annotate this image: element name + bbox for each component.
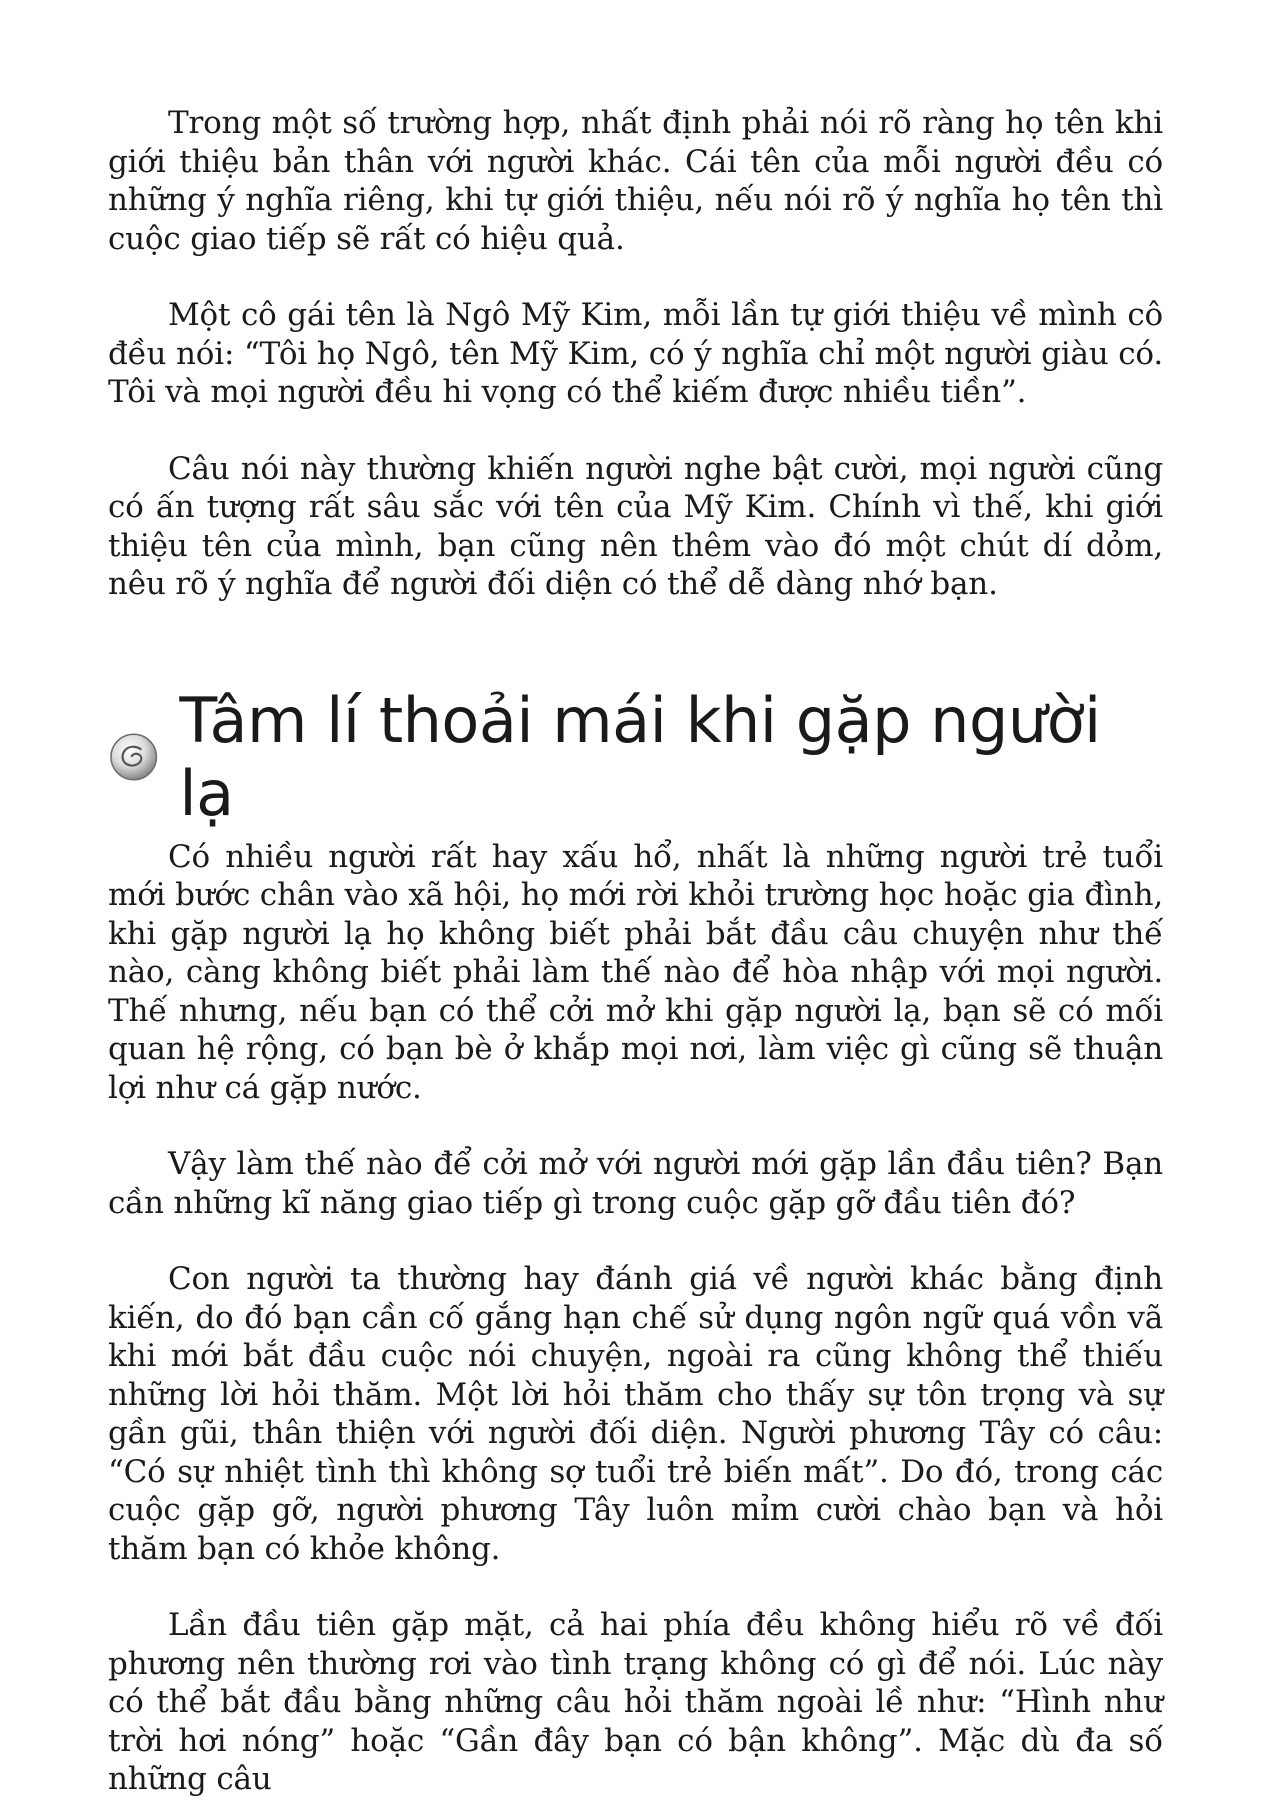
spiral-bullet-icon <box>108 731 159 783</box>
paragraph-intro-1: Trong một số trường hợp, nhất định phải nói rõ ràng họ tên khi giới thiệu bản thân với người khác. Cái tên của mỗi người đều có những ý nghĩa riêng, khi tự giới thiệu, nếu nói rõ ý nghĩa họ tên thì cuộc giao tiếp sẽ rất có hiệu quả. <box>108 105 1163 257</box>
paragraph-section-1: Có nhiều người rất hay xấu hổ, nhất là những người trẻ tuổi mới bước chân vào xã hội, họ mới rời khỏi trường học hoặc gia đình, khi gặp người lạ họ không biết phải bắt đầu câu chuyện như thế nào, càng không biết phải làm thế nào để hòa nhập với mọi người. Thế nhưng, nếu bạn có thể cởi mở khi gặp người lạ, bạn sẽ có mối quan hệ rộng, có bạn bè ở khắp mọi nơi, làm việc gì cũng sẽ thuận lợi như cá gặp nước. <box>108 838 1163 1106</box>
paragraph-intro-3: Câu nói này thường khiến người nghe bật cười, mọi người cũng có ấn tượng rất sâu sắc với tên của Mỹ Kim. Chính vì thế, khi giới thiệu tên của mình, bạn cũng nên thêm vào đó một chút dí dỏm, nêu rõ ý nghĩa để người đối diện có thể dễ dàng nhớ bạn. <box>108 450 1163 602</box>
section-heading <box>108 684 1163 830</box>
paragraph-section-4: Lần đầu tiên gặp mặt, cả hai phía đều không hiểu rõ về đối phương nên thường rơi vào tình trạng không có gì để nói. Lúc này có thể bắt đầu bằng những câu hỏi thăm ngoài lề như: “Hình như trời hơi nóng” hoặc “Gần đây bạn có bận không”. Mặc dù đa số những câu <box>108 1607 1163 1797</box>
paragraph-section-3: Con người ta thường hay đánh giá về người khác bằng định kiến, do đó bạn cần cố gắng hạn chế sử dụng ngôn ngữ quá vồn vã khi mới bắt đầu cuộc nói chuyện, ngoài ra cũng không thể thiếu những lời hỏi thăm. Một lời hỏi thăm cho thấy sự tôn trọng và sự gần gũi, thân thiện với người đối diện. Người phương Tây có câu: “Có sự nhiệt tình thì không sợ tuổi trẻ biến mất”. Do đó, trong các cuộc gặp gỡ, người phương Tây luôn mỉm cười chào bạn và hỏi thăm bạn có khỏe không. <box>108 1261 1163 1567</box>
paragraph-section-2: Vậy làm thế nào để cởi mở với người mới gặp lần đầu tiên? Bạn cần những kĩ năng giao tiếp gì trong cuộc gặp gỡ đầu tiên đó? <box>108 1146 1163 1221</box>
paragraph-intro-2: Một cô gái tên là Ngô Mỹ Kim, mỗi lần tự giới thiệu về mình cô đều nói: “Tôi họ Ngô, tên Mỹ Kim, có ý nghĩa chỉ một người giàu có. Tôi và mọi người đều hi vọng có thể kiếm được nhiều tiền”. <box>108 297 1163 410</box>
section-title: Tâm lí thoải mái khi gặp người lạ <box>179 683 1101 830</box>
